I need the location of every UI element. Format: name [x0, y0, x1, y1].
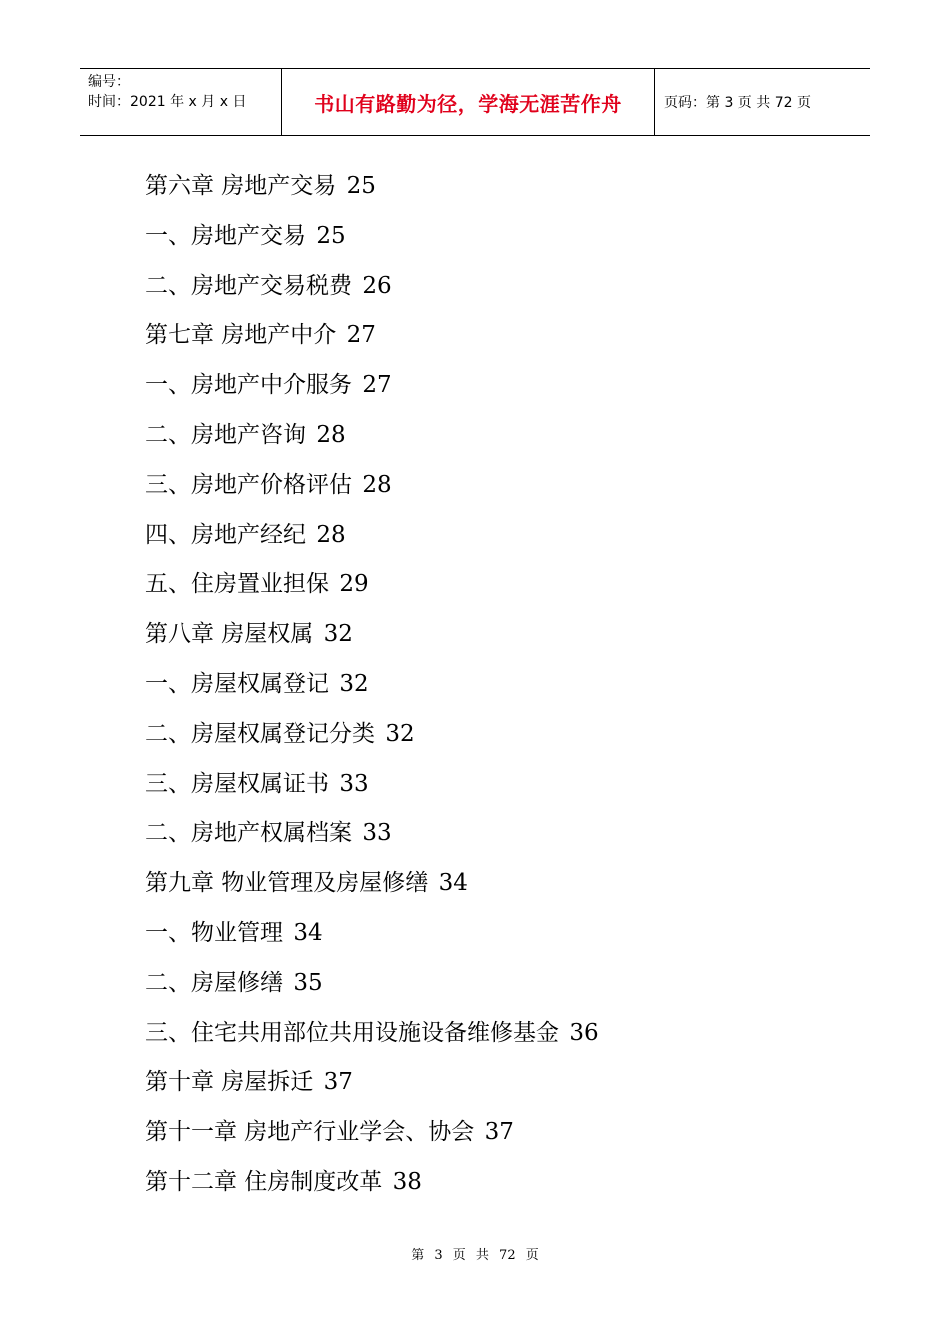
toc-entry [145, 859, 865, 909]
toc-entry-page: 26 [362, 272, 392, 299]
toc-entry-title: 二、房地产交易税费 [145, 272, 352, 299]
toc-entry-page: 33 [339, 770, 369, 797]
toc-entry-page: 37 [484, 1119, 514, 1146]
toc-entry [145, 560, 865, 610]
toc-entry [145, 162, 865, 212]
document-code-label: 编号： [88, 74, 130, 90]
toc-entry-title: 一、房屋权属登记 [145, 670, 329, 697]
toc-entry-page: 38 [392, 1168, 422, 1195]
header-meta [80, 69, 282, 135]
toc-entry-title: 二、房屋权属登记分类 [145, 720, 375, 747]
toc-entry-title: 二、房屋修缮 [145, 969, 283, 996]
document-date: 时间：2021 年 x 月 x 日 [88, 94, 247, 110]
toc-entry-title: 第十二章 住房制度改革 [145, 1168, 383, 1195]
toc-entry-title: 一、房地产中介服务 [145, 372, 352, 399]
toc-entry [145, 610, 865, 660]
toc-entry [145, 461, 865, 511]
toc-entry [145, 511, 865, 561]
header-motto: 书山有路勤为径，学海无涯苦作舟 [282, 69, 655, 135]
table-of-contents [145, 162, 865, 1208]
toc-entry-title: 三、住宅共用部位共用设施设备维修基金 [145, 1019, 559, 1046]
toc-entry [145, 760, 865, 810]
toc-entry-title: 三、房地产价格评估 [145, 471, 352, 498]
toc-entry [145, 710, 865, 760]
toc-entry [145, 959, 865, 1009]
toc-entry-page: 28 [316, 421, 346, 448]
toc-entry-page: 35 [293, 969, 323, 996]
toc-entry-page: 32 [323, 621, 353, 648]
toc-entry-page: 27 [346, 322, 376, 349]
toc-entry-title: 第七章 房地产中介 [145, 322, 337, 349]
toc-entry-page: 36 [569, 1019, 599, 1046]
toc-entry-page: 33 [362, 820, 392, 847]
toc-entry-title: 第十一章 房地产行业学会、协会 [145, 1119, 475, 1146]
toc-entry-title: 第六章 房地产交易 [145, 173, 337, 199]
toc-entry-page: 28 [316, 521, 346, 548]
toc-entry-page: 25 [316, 222, 346, 249]
toc-entry [145, 809, 865, 859]
toc-entry-page: 27 [362, 372, 392, 399]
header-page-info: 页码：第 3 页 共 72 页 [664, 95, 811, 111]
toc-entry [145, 361, 865, 411]
toc-entry [145, 660, 865, 710]
toc-entry-page: 32 [385, 720, 415, 747]
toc-entry-title: 三、房屋权属证书 [145, 770, 329, 797]
toc-entry-title: 二、房地产咨询 [145, 421, 306, 448]
toc-entry [145, 411, 865, 461]
toc-entry-title: 第十章 房屋拆迁 [145, 1069, 314, 1096]
toc-entry [145, 909, 865, 959]
toc-entry-title: 第九章 物业管理及房屋修缮 [145, 870, 429, 897]
toc-entry-title: 一、物业管理 [145, 919, 283, 946]
toc-entry-title: 二、房地产权属档案 [145, 820, 352, 847]
toc-entry-title: 一、房地产交易 [145, 222, 306, 249]
toc-entry [145, 1058, 865, 1108]
toc-entry [145, 311, 865, 361]
page-footer: 第 3 页 共 72 页 [411, 1248, 539, 1263]
toc-entry-page: 34 [293, 919, 323, 946]
toc-entry [145, 262, 865, 312]
toc-entry-page: 29 [339, 571, 369, 598]
page-header [80, 68, 870, 136]
toc-entry-title: 五、住房置业担保 [145, 571, 329, 598]
toc-entry-page: 25 [346, 173, 376, 199]
toc-entry [145, 1009, 865, 1059]
toc-entry-title: 四、房地产经纪 [145, 521, 306, 548]
toc-entry-page: 34 [438, 870, 468, 897]
toc-entry-page: 28 [362, 471, 392, 498]
toc-entry [145, 1158, 865, 1208]
toc-entry-page: 32 [339, 670, 369, 697]
toc-entry [145, 212, 865, 262]
toc-entry [145, 1108, 865, 1158]
toc-entry-title: 第八章 房屋权属 [145, 621, 314, 648]
toc-entry-page: 37 [323, 1069, 353, 1096]
